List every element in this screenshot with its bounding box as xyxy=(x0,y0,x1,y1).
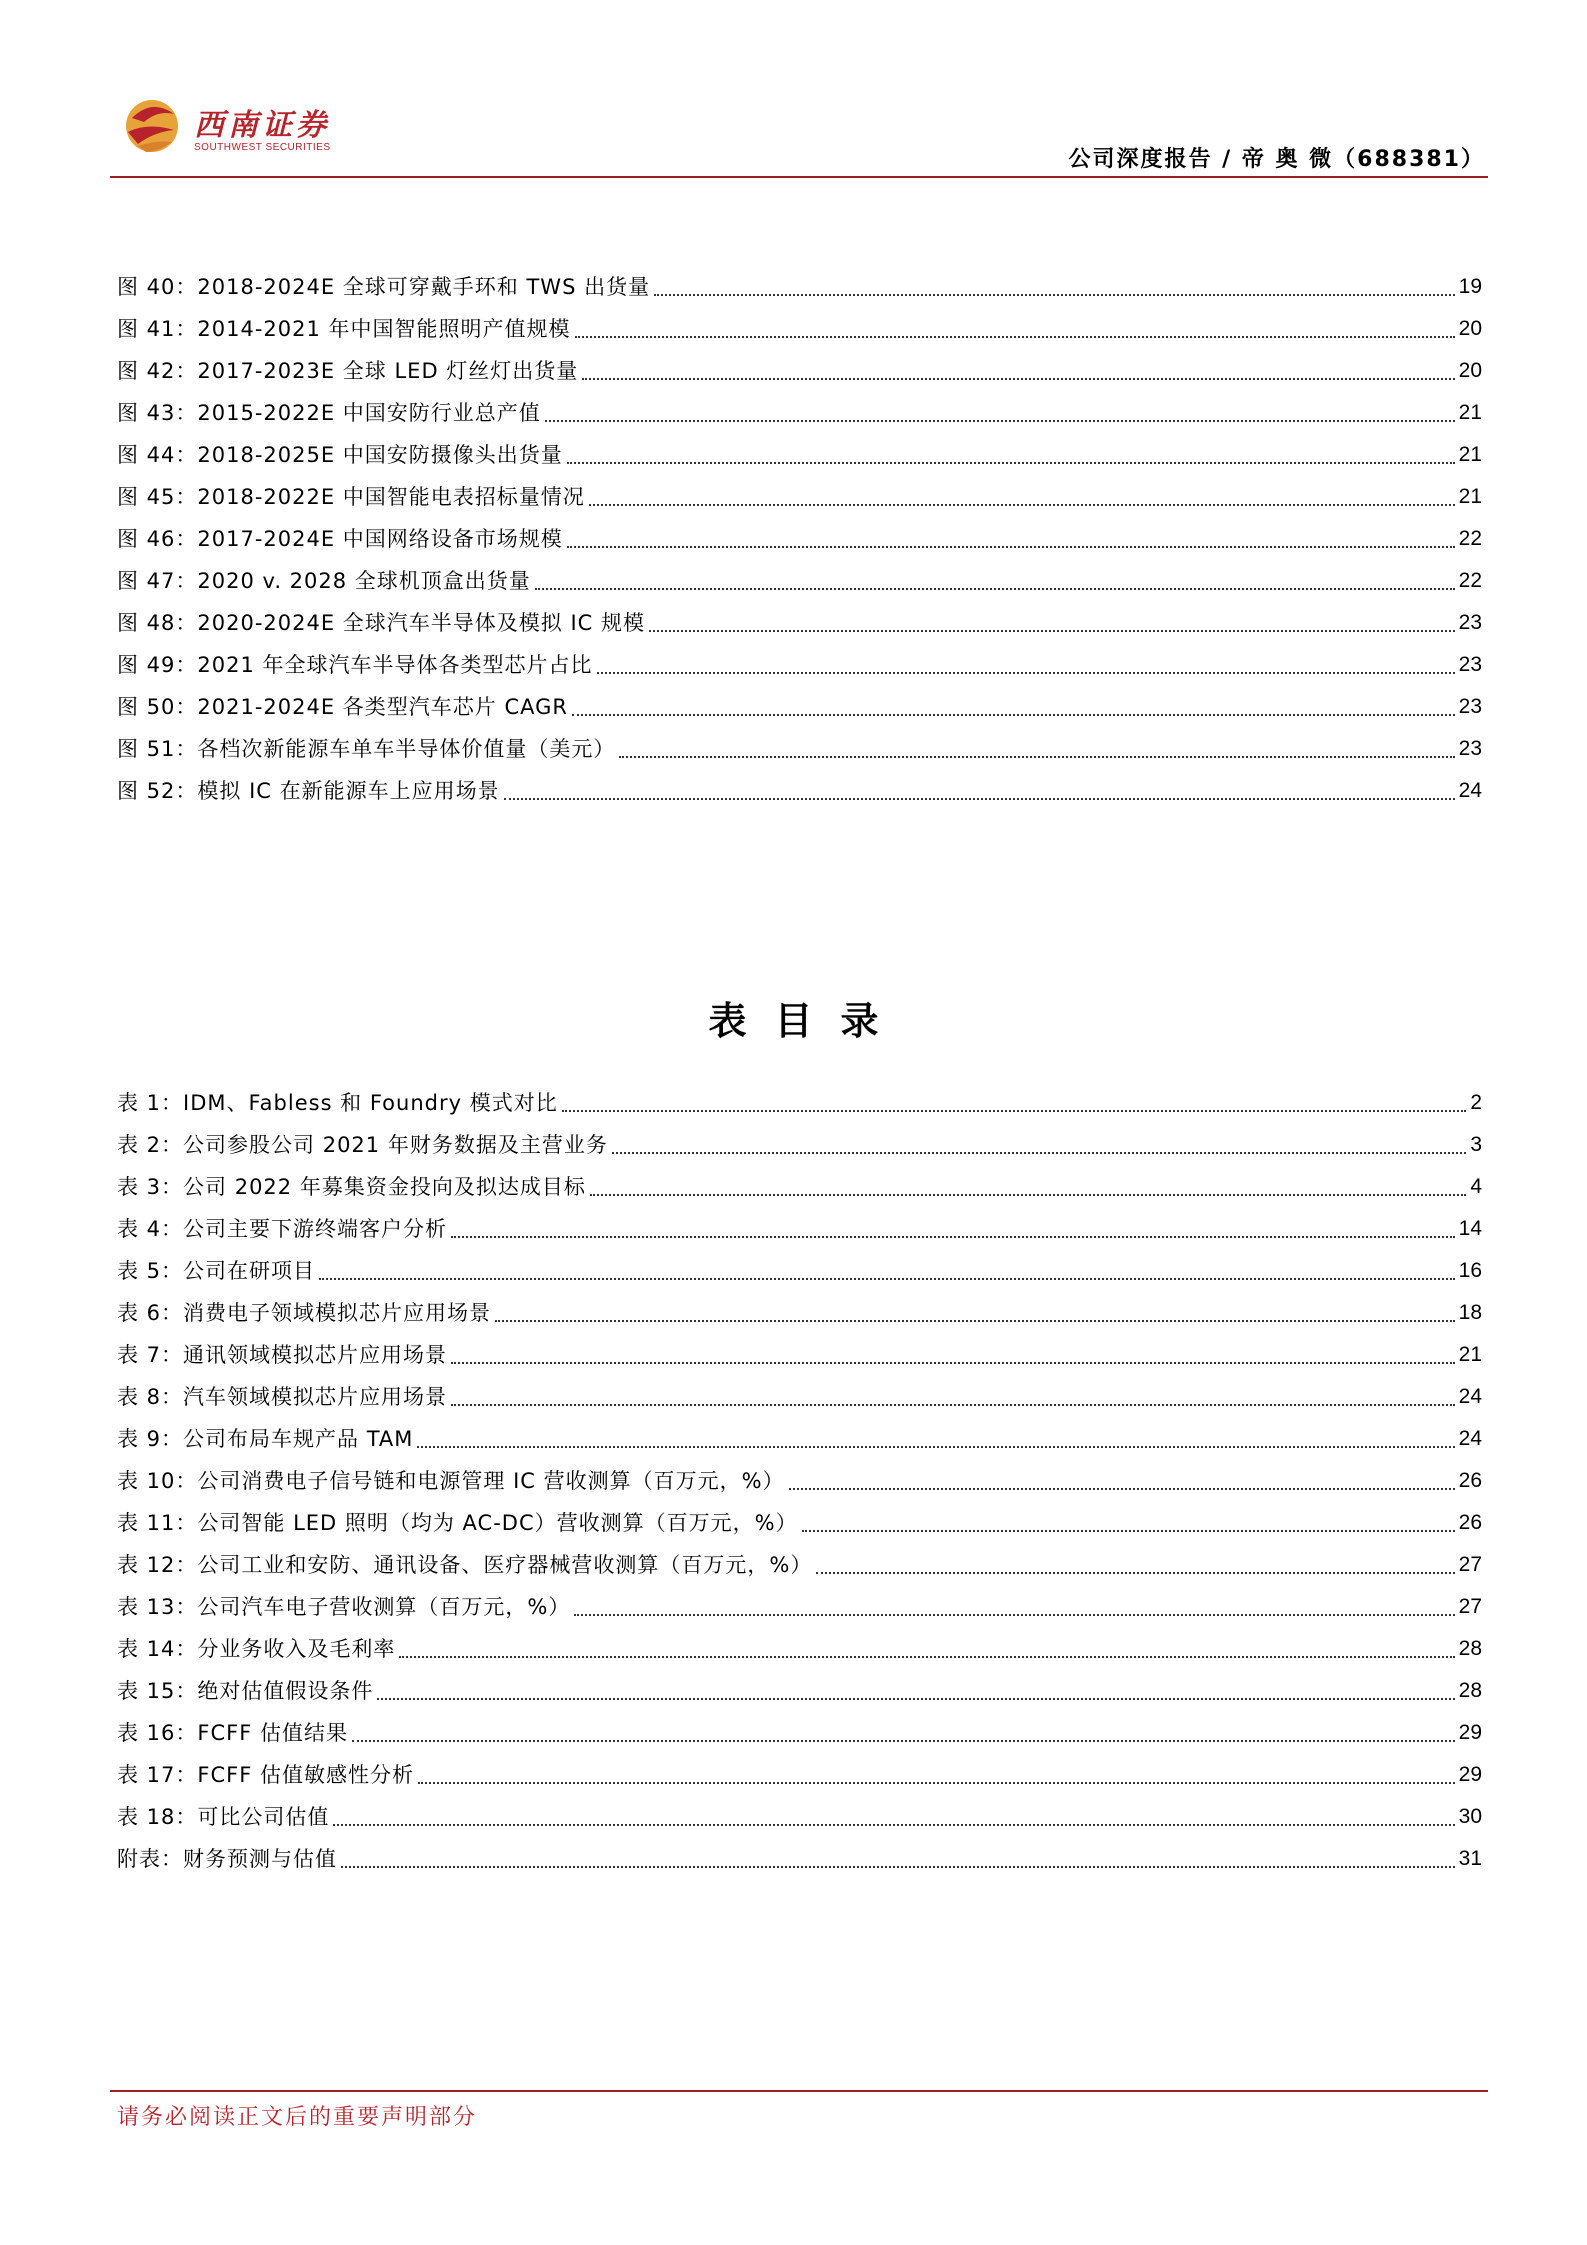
toc-entry[interactable] xyxy=(117,1754,1482,1796)
logo-emblem-icon xyxy=(118,92,188,162)
toc-entry[interactable] xyxy=(117,1838,1482,1880)
toc-entry-page: 19 xyxy=(1458,275,1482,298)
toc-entry[interactable] xyxy=(117,518,1482,560)
toc-entry[interactable] xyxy=(117,350,1482,392)
toc-entry-page: 23 xyxy=(1458,611,1482,634)
table-toc-title: 表目录 xyxy=(708,998,907,1043)
toc-dot-leader xyxy=(567,462,1455,464)
toc-entry[interactable] xyxy=(117,1460,1482,1502)
footer-disclaimer: 请务必阅读正文后的重要声明部分 xyxy=(117,2105,478,2130)
logo xyxy=(118,92,358,164)
toc-entry-page: 27 xyxy=(1458,1553,1482,1576)
toc-entry-label: 表 13：公司汽车电子营收测算（百万元，%） xyxy=(117,1595,571,1619)
figure-toc-list xyxy=(117,266,1482,812)
toc-entry-label: 表 3：公司 2022 年募集资金投向及拟达成目标 xyxy=(117,1175,586,1199)
toc-entry-page: 20 xyxy=(1458,359,1482,382)
toc-entry[interactable] xyxy=(117,1418,1482,1460)
toc-dot-leader xyxy=(649,630,1455,632)
toc-dot-leader xyxy=(574,1614,1454,1616)
toc-entry[interactable] xyxy=(117,392,1482,434)
toc-entry[interactable] xyxy=(117,308,1482,350)
toc-entry[interactable] xyxy=(117,1334,1482,1376)
toc-entry-label: 图 48：2020-2024E 全球汽车半导体及模拟 IC 规模 xyxy=(117,611,646,635)
toc-entry-label: 图 42：2017-2023E 全球 LED 灯丝灯出货量 xyxy=(117,359,579,383)
toc-entry[interactable] xyxy=(117,1712,1482,1754)
toc-dot-leader xyxy=(654,294,1455,296)
toc-entry-page: 21 xyxy=(1458,1343,1482,1366)
toc-entry-label: 图 41：2014-2021 年中国智能照明产值规模 xyxy=(117,317,571,341)
toc-entry-page: 16 xyxy=(1458,1259,1482,1282)
toc-dot-leader xyxy=(504,798,1455,800)
toc-entry[interactable] xyxy=(117,644,1482,686)
toc-entry[interactable] xyxy=(117,476,1482,518)
toc-entry-label: 图 46：2017-2024E 中国网络设备市场规模 xyxy=(117,527,563,551)
toc-entry[interactable] xyxy=(117,1376,1482,1418)
toc-entry-label: 图 50：2021-2024E 各类型汽车芯片 CAGR xyxy=(117,695,569,719)
toc-entry-page: 22 xyxy=(1458,569,1482,592)
toc-entry-label: 表 1：IDM、Fabless 和 Foundry 模式对比 xyxy=(117,1091,558,1115)
toc-entry[interactable] xyxy=(117,1124,1482,1166)
toc-dot-leader xyxy=(789,1488,1455,1490)
toc-entry-label: 图 43：2015-2022E 中国安防行业总产值 xyxy=(117,401,541,425)
toc-dot-leader xyxy=(816,1572,1454,1574)
toc-dot-leader xyxy=(451,1362,1455,1364)
toc-entry-page: 4 xyxy=(1470,1175,1482,1198)
toc-entry-label: 表 10：公司消费电子信号链和电源管理 IC 营收测算（百万元，%） xyxy=(117,1469,785,1493)
toc-entry-page: 21 xyxy=(1458,443,1482,466)
toc-entry-label: 图 51：各档次新能源车单车半导体价值量（美元） xyxy=(117,737,616,761)
toc-entry-page: 14 xyxy=(1458,1217,1482,1240)
toc-entry-page: 21 xyxy=(1458,401,1482,424)
toc-entry[interactable] xyxy=(117,1796,1482,1838)
toc-entry[interactable] xyxy=(117,1166,1482,1208)
header-divider xyxy=(110,176,1488,178)
toc-entry[interactable] xyxy=(117,1544,1482,1586)
logo-wordmark-en: SOUTHWEST SECURITIES xyxy=(194,142,331,153)
toc-entry[interactable] xyxy=(117,1082,1482,1124)
toc-entry-label: 表 8：汽车领域模拟芯片应用场景 xyxy=(117,1385,448,1409)
toc-dot-leader xyxy=(582,378,1454,380)
toc-dot-leader xyxy=(802,1530,1455,1532)
toc-entry-label: 表 15：绝对估值假设条件 xyxy=(117,1679,374,1703)
toc-dot-leader xyxy=(590,1194,1466,1196)
toc-entry-page: 3 xyxy=(1470,1133,1482,1156)
toc-dot-leader xyxy=(495,1320,1455,1322)
toc-dot-leader xyxy=(535,588,1455,590)
toc-entry-page: 29 xyxy=(1458,1721,1482,1744)
toc-entry-label: 表 16：FCFF 估值结果 xyxy=(117,1721,348,1745)
toc-entry-page: 23 xyxy=(1458,737,1482,760)
toc-entry-label: 图 47：2020 v. 2028 全球机顶盒出货量 xyxy=(117,569,531,593)
toc-dot-leader xyxy=(545,420,1455,422)
toc-entry-label: 图 52：模拟 IC 在新能源车上应用场景 xyxy=(117,779,500,803)
toc-entry-page: 29 xyxy=(1458,1763,1482,1786)
toc-entry-page: 26 xyxy=(1458,1469,1482,1492)
toc-entry[interactable] xyxy=(117,1208,1482,1250)
toc-dot-leader xyxy=(417,1446,1454,1448)
toc-dot-leader xyxy=(597,672,1455,674)
toc-entry-page: 23 xyxy=(1458,653,1482,676)
toc-entry-label: 表 9：公司布局车规产品 TAM xyxy=(117,1427,414,1451)
toc-dot-leader xyxy=(451,1236,1455,1238)
toc-entry[interactable] xyxy=(117,686,1482,728)
toc-entry-page: 26 xyxy=(1458,1511,1482,1534)
toc-entry-page: 28 xyxy=(1458,1637,1482,1660)
toc-entry-label: 图 45：2018-2022E 中国智能电表招标量情况 xyxy=(117,485,585,509)
logo-wordmark-cn: 西南证券 xyxy=(194,108,330,143)
toc-entry-label: 图 49：2021 年全球汽车半导体各类型芯片占比 xyxy=(117,653,593,677)
toc-entry[interactable] xyxy=(117,1628,1482,1670)
toc-entry[interactable] xyxy=(117,1586,1482,1628)
toc-dot-leader xyxy=(319,1278,1455,1280)
toc-entry-label: 表 14：分业务收入及毛利率 xyxy=(117,1637,396,1661)
toc-entry-label: 表 2：公司参股公司 2021 年财务数据及主营业务 xyxy=(117,1133,608,1157)
toc-entry[interactable] xyxy=(117,1250,1482,1292)
footer-divider xyxy=(110,2090,1488,2092)
toc-entry-page: 2 xyxy=(1470,1091,1482,1114)
toc-entry[interactable] xyxy=(117,560,1482,602)
toc-entry-label: 表 7：通讯领域模拟芯片应用场景 xyxy=(117,1343,448,1367)
toc-entry-page: 24 xyxy=(1458,779,1482,802)
toc-dot-leader xyxy=(589,504,1455,506)
toc-entry[interactable] xyxy=(117,1670,1482,1712)
toc-entry[interactable] xyxy=(117,602,1482,644)
toc-dot-leader xyxy=(567,546,1455,548)
toc-entry-page: 20 xyxy=(1458,317,1482,340)
toc-dot-leader xyxy=(341,1866,1455,1868)
toc-dot-leader xyxy=(333,1824,1454,1826)
toc-dot-leader xyxy=(619,756,1454,758)
toc-dot-leader xyxy=(575,336,1455,338)
toc-entry-label: 附表：财务预测与估值 xyxy=(117,1847,337,1871)
toc-dot-leader xyxy=(572,714,1455,716)
table-toc-list xyxy=(117,1082,1482,1880)
toc-entry-page: 27 xyxy=(1458,1595,1482,1618)
toc-entry[interactable] xyxy=(117,1292,1482,1334)
toc-entry-label: 表 12：公司工业和安防、通讯设备、医疗器械营收测算（百万元，%） xyxy=(117,1553,813,1577)
toc-dot-leader xyxy=(399,1656,1454,1658)
toc-entry[interactable] xyxy=(117,266,1482,308)
toc-entry-label: 表 17：FCFF 估值敏感性分析 xyxy=(117,1763,414,1787)
toc-entry-label: 图 44：2018-2025E 中国安防摄像头出货量 xyxy=(117,443,563,467)
toc-dot-leader xyxy=(451,1404,1455,1406)
toc-entry-page: 31 xyxy=(1458,1847,1482,1870)
toc-entry-page: 24 xyxy=(1458,1427,1482,1450)
toc-entry-page: 22 xyxy=(1458,527,1482,550)
toc-entry-page: 18 xyxy=(1458,1301,1482,1324)
toc-entry-label: 表 6：消费电子领域模拟芯片应用场景 xyxy=(117,1301,492,1325)
toc-dot-leader xyxy=(562,1110,1467,1112)
toc-dot-leader xyxy=(377,1698,1454,1700)
toc-dot-leader xyxy=(418,1782,1455,1784)
toc-entry-label: 表 4：公司主要下游终端客户分析 xyxy=(117,1217,448,1241)
toc-entry[interactable] xyxy=(117,434,1482,476)
toc-dot-leader xyxy=(612,1152,1466,1154)
toc-entry-label: 表 18：可比公司估值 xyxy=(117,1805,330,1829)
toc-entry-page: 21 xyxy=(1458,485,1482,508)
toc-entry-page: 23 xyxy=(1458,695,1482,718)
toc-entry-page: 30 xyxy=(1458,1805,1482,1828)
toc-entry-label: 表 5：公司在研项目 xyxy=(117,1259,316,1283)
toc-entry[interactable] xyxy=(117,728,1482,770)
report-header-title: 公司深度报告 / 帝 奥 微（688381） xyxy=(1068,147,1485,172)
toc-dot-leader xyxy=(352,1740,1455,1742)
toc-entry[interactable] xyxy=(117,1502,1482,1544)
toc-entry-label: 表 11：公司智能 LED 照明（均为 AC-DC）营收测算（百万元，%） xyxy=(117,1511,798,1535)
toc-entry[interactable] xyxy=(117,770,1482,812)
toc-entry-page: 28 xyxy=(1458,1679,1482,1702)
toc-entry-page: 24 xyxy=(1458,1385,1482,1408)
toc-entry-label: 图 40：2018-2024E 全球可穿戴手环和 TWS 出货量 xyxy=(117,275,651,299)
